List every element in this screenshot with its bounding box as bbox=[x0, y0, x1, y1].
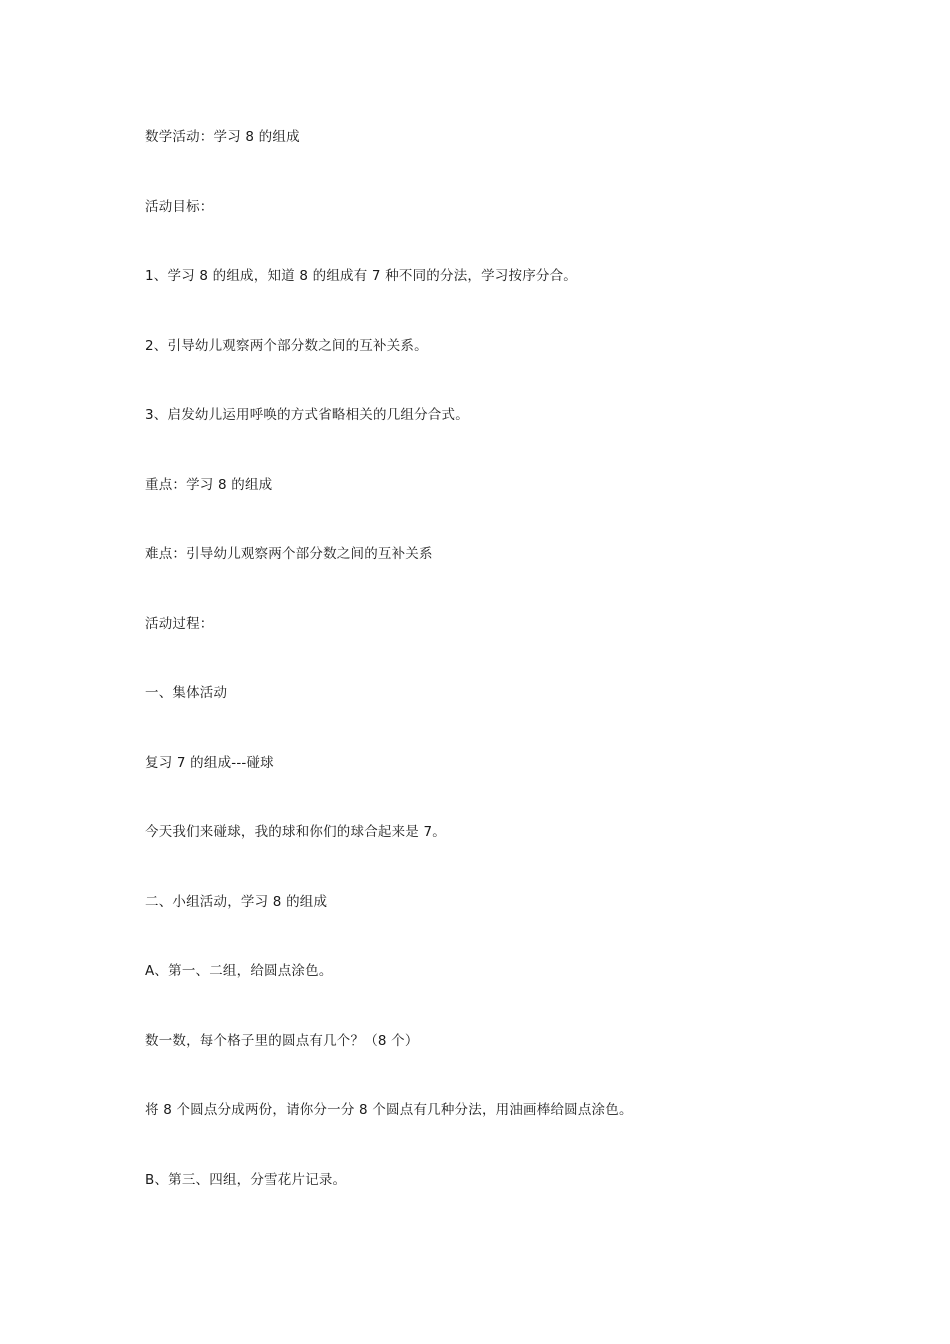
document-title: 数学活动：学习 8 的组成 bbox=[145, 129, 300, 145]
goal-item-1: 1、学习 8 的组成，知道 8 的组成有 7 种不同的分法，学习按序分合。 bbox=[145, 268, 578, 284]
paragraph-review: 复习 7 的组成---碰球 bbox=[145, 755, 274, 771]
section-heading-process: 活动过程： bbox=[145, 616, 214, 632]
paragraph-intro: 今天我们来碰球，我的球和你们的球合起来是 7。 bbox=[145, 824, 446, 840]
process-step-1: 一、集体活动 bbox=[145, 685, 228, 701]
paragraph-divide: 将 8 个圆点分成两份，请你分一分 8 个圆点有几种分法，用油画棒给圆点涂色。 bbox=[145, 1102, 633, 1118]
goal-item-3: 3、启发幼儿运用呼唤的方式省略相关的几组分合式。 bbox=[145, 407, 469, 423]
process-step-2: 二、小组活动，学习 8 的组成 bbox=[145, 894, 328, 910]
group-b-heading: B、第三、四组，分雪花片记录。 bbox=[145, 1172, 347, 1188]
paragraph-count: 数一数，每个格子里的圆点有几个？（8 个） bbox=[145, 1033, 419, 1049]
section-heading-goals: 活动目标： bbox=[145, 199, 214, 215]
goal-item-2: 2、引导幼儿观察两个部分数之间的互补关系。 bbox=[145, 338, 428, 354]
difficult-point: 难点：引导幼儿观察两个部分数之间的互补关系 bbox=[145, 546, 433, 562]
key-point: 重点：学习 8 的组成 bbox=[145, 477, 273, 493]
group-a-heading: A、第一、二组，给圆点涂色。 bbox=[145, 963, 333, 979]
